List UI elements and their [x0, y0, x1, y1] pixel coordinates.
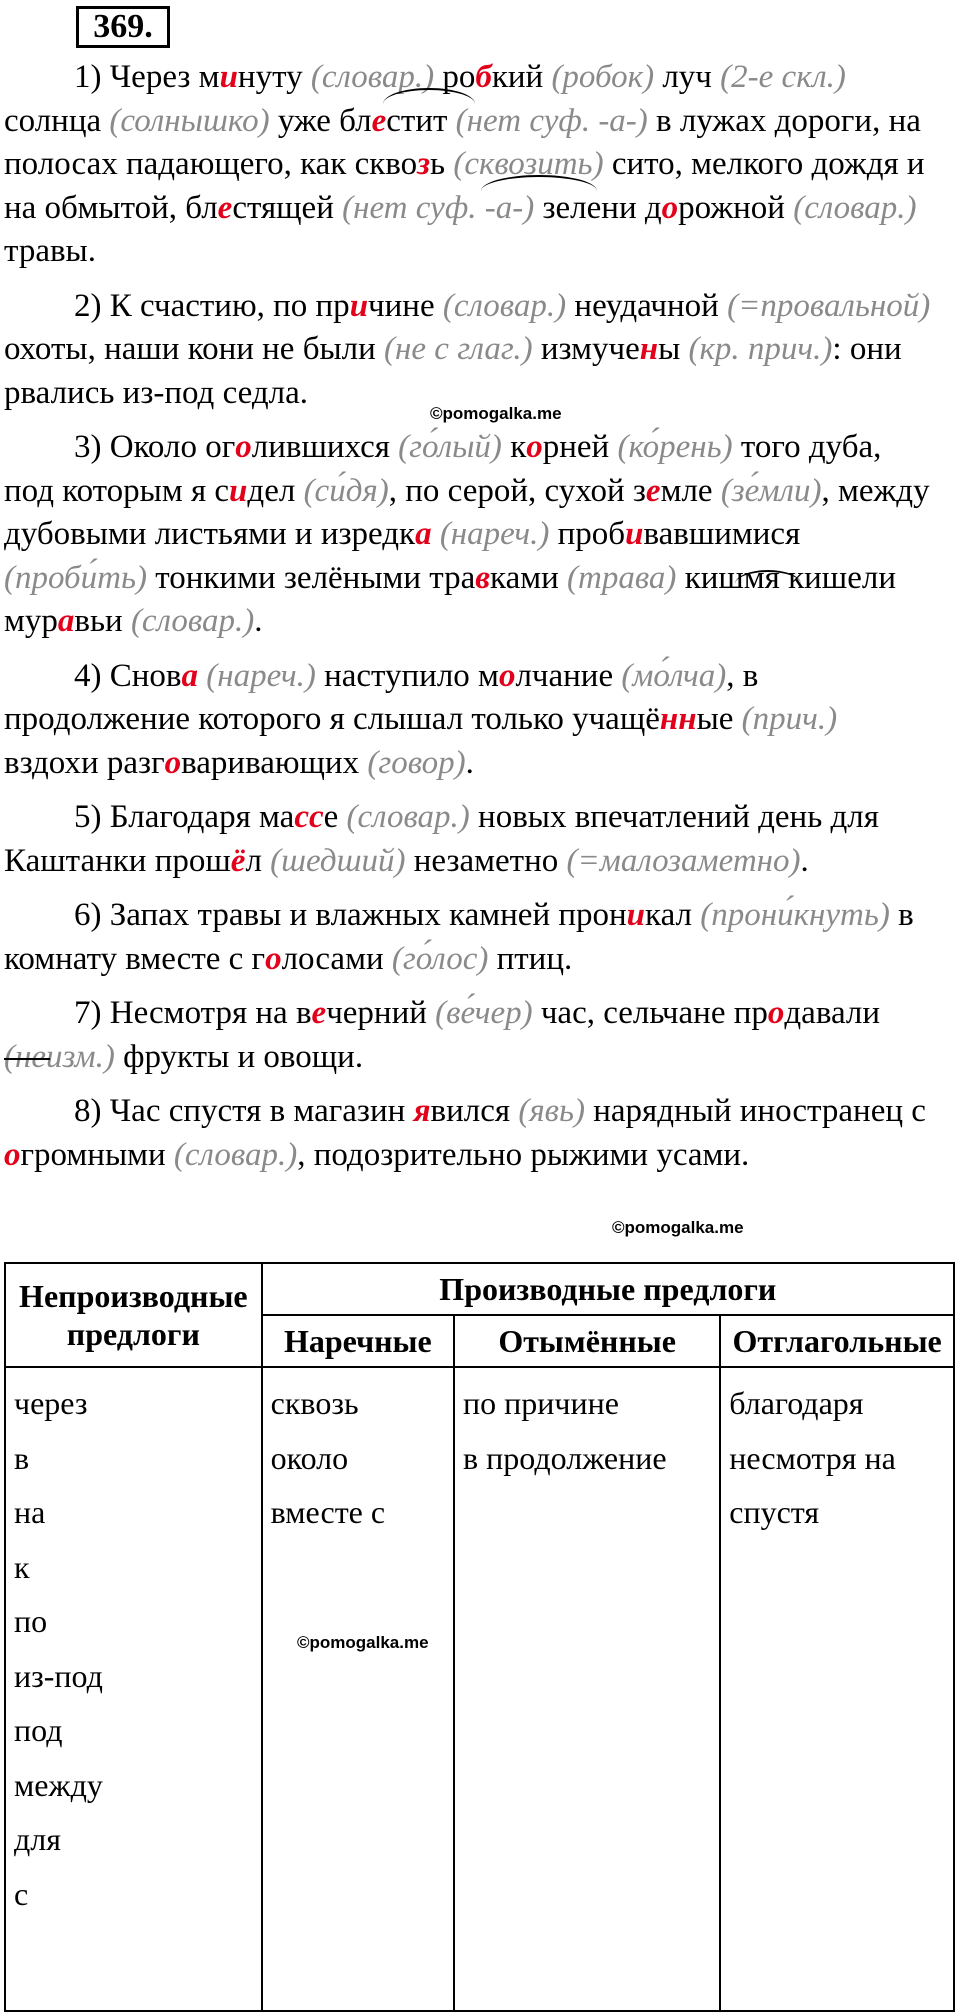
- note: (нареч.): [206, 657, 316, 694]
- note: (говор): [367, 744, 466, 781]
- note: (сквозить): [453, 146, 604, 182]
- sentence-8: [4, 1090, 939, 1177]
- text-run: , в продолжение которого я слышал только учащё: [4, 657, 759, 737]
- text-run: к: [501, 429, 527, 465]
- text-run: 6) Запах травы и влажных камней прон: [74, 897, 627, 933]
- list-item: в: [14, 1439, 30, 1476]
- text-run: ы: [658, 331, 689, 367]
- spelling-highlight: и: [349, 287, 369, 324]
- sentence-7: [4, 992, 939, 1079]
- note: (мо́лча): [621, 657, 727, 694]
- text-run: солнца: [4, 102, 110, 139]
- note: (=малозаметно): [566, 842, 801, 879]
- note: (шедший): [270, 842, 406, 879]
- text-run: давали: [784, 995, 881, 1031]
- text-run: стит: [386, 102, 456, 139]
- list-item: сквозь: [270, 1385, 359, 1421]
- text-run: чине: [368, 287, 443, 324]
- note: (кр. прич.): [688, 331, 833, 367]
- text-run: 2) К счастию, по пр: [74, 287, 350, 324]
- text-run: 1) Через м: [74, 59, 220, 95]
- text-run: громными: [20, 1136, 174, 1173]
- note: (2-е скл.): [720, 59, 846, 95]
- list-item: вместе с: [270, 1494, 386, 1530]
- spelling-highlight: о: [767, 995, 785, 1031]
- spelling-highlight: е: [311, 995, 327, 1031]
- sentence-1: [4, 56, 939, 274]
- text-run: стящей: [232, 189, 343, 226]
- note: (нет суф. -а-): [455, 102, 648, 139]
- sentence-3: [4, 426, 939, 644]
- note: (явь): [518, 1093, 585, 1129]
- text-run: е: [323, 799, 347, 835]
- text-run: луч: [654, 59, 721, 95]
- sentence-6: [4, 894, 939, 981]
- note: (трава): [567, 559, 677, 596]
- text-run: 3) Около ог: [74, 429, 236, 465]
- list-item: благодаря: [729, 1385, 864, 1421]
- note: (го́лый): [398, 429, 502, 465]
- text-run: 8) Час спустя в магазин: [74, 1093, 414, 1129]
- text-run: тонкими зелёными тра: [147, 559, 476, 596]
- prepositions-table: [4, 1262, 955, 2012]
- text-run: неудачной: [566, 287, 728, 324]
- list-item: на: [14, 1494, 46, 1530]
- spelling-highlight: нн: [659, 701, 697, 737]
- text-run: птиц.: [488, 940, 573, 977]
- note: (неизм.): [4, 1038, 115, 1075]
- note: (словар.): [130, 603, 255, 639]
- text-run: 7) Несмотря на в: [74, 995, 312, 1031]
- spelling-highlight: н: [639, 331, 659, 367]
- spelling-highlight: а: [57, 603, 75, 639]
- text-run: [198, 658, 206, 694]
- list-item: к: [14, 1548, 30, 1585]
- text-run: рней: [542, 429, 618, 465]
- text-run: , подозрительно рыжими усами.: [297, 1136, 750, 1173]
- note: (го́лос): [391, 940, 489, 977]
- text-run: мле: [660, 472, 721, 509]
- text-run: уже бл: [269, 102, 372, 139]
- spelling-highlight: и: [219, 59, 238, 95]
- text-run: .: [465, 744, 474, 781]
- spelling-highlight: о: [235, 429, 252, 465]
- text-run: : они рвались из-под седла.: [4, 331, 902, 411]
- text-run: кишмя кишели мур: [4, 559, 896, 639]
- spelling-highlight: а: [415, 516, 432, 552]
- spelling-highlight: б: [475, 59, 492, 95]
- note: (зе́мли): [720, 472, 822, 509]
- note: (словар.): [793, 189, 917, 226]
- text-run: 5) Благодаря ма: [74, 799, 295, 835]
- text-run: фрукты и овощи.: [114, 1038, 364, 1075]
- spelling-highlight: е: [645, 472, 661, 509]
- prefix-mark: [4, 1058, 50, 1060]
- header-adverbial: Наречные: [262, 1315, 454, 1367]
- text-run: сито, мелкого дождя и на обмытой, бл: [4, 146, 925, 226]
- text-run: кий: [491, 59, 552, 95]
- text-run: проб: [549, 516, 626, 552]
- text-run: дел: [247, 472, 304, 509]
- text-run: лосами: [281, 940, 392, 977]
- list-item: под: [14, 1712, 63, 1748]
- list-item: около: [270, 1439, 349, 1476]
- text-run: нарядный иностранец с: [585, 1093, 926, 1129]
- note: (проби́ть): [4, 559, 147, 596]
- text-run: рожной: [678, 189, 794, 226]
- text-run: нуту: [237, 59, 311, 95]
- text-run: варивающих: [181, 744, 368, 781]
- text-run: ро: [434, 59, 476, 95]
- sentence-5: [4, 796, 939, 883]
- header-deverbal: Отглагольные: [720, 1315, 954, 1367]
- spelling-highlight: о: [526, 429, 543, 465]
- header-derivative: Производные предлоги: [262, 1263, 954, 1315]
- note: (словар.): [173, 1136, 298, 1173]
- watermark: ©pomogalka.me: [430, 404, 562, 423]
- spelling-highlight: з: [417, 146, 431, 182]
- list-item: из-под: [14, 1657, 103, 1694]
- text-run: вавшимися: [643, 516, 801, 552]
- spelling-highlight: я: [413, 1093, 431, 1129]
- table-row: [5, 1367, 954, 2011]
- text-run: .: [254, 603, 263, 639]
- text-run: в комнату вместе с г: [4, 897, 914, 977]
- watermark: ©pomogalka.me: [612, 1218, 744, 1237]
- note: (солнышко): [109, 102, 270, 139]
- note: (=провальной): [727, 287, 931, 324]
- column-adverbial: [262, 1367, 454, 2011]
- column-deverbal: [720, 1367, 954, 2011]
- note: (ве́чер): [435, 995, 533, 1031]
- note: (прони́кнуть): [700, 897, 890, 933]
- list-item: через: [14, 1385, 88, 1421]
- spelling-highlight: о: [498, 657, 516, 694]
- spelling-highlight: а: [181, 657, 198, 694]
- spelling-highlight: сс: [294, 799, 324, 835]
- spelling-highlight: о: [661, 189, 679, 226]
- text-run: того дуба, под которым я с: [4, 429, 882, 509]
- note: (словар.): [442, 287, 567, 324]
- text-run: новых впечатлений день для Каштанки прош: [4, 799, 879, 879]
- column-non-derivative: [5, 1367, 262, 2011]
- text-run: вздохи разг: [4, 744, 165, 781]
- text-run: ые: [696, 701, 742, 737]
- list-item: несмотря на: [729, 1439, 896, 1476]
- text-run: лчание: [515, 657, 622, 694]
- list-item: по причине: [463, 1385, 619, 1421]
- header-denominal: Отымённые: [454, 1315, 720, 1367]
- text-run: кал: [645, 897, 701, 933]
- spelling-highlight: о: [164, 744, 182, 781]
- spelling-highlight: е: [217, 189, 233, 226]
- spelling-highlight: в: [475, 559, 491, 596]
- column-denominal: [454, 1367, 720, 2011]
- spelling-highlight: и: [626, 897, 646, 933]
- list-item: с: [14, 1875, 29, 1912]
- note: (си́дя): [303, 472, 389, 509]
- text-run: охоты, наши кони не были: [4, 331, 385, 367]
- text-run: , по серой, сухой з: [388, 472, 646, 509]
- exercise-text: [4, 56, 939, 1188]
- text-run: , между дубовыми листьями и изредк: [4, 472, 930, 552]
- list-item: между: [14, 1766, 103, 1803]
- text-run: [432, 516, 440, 552]
- note: (нет суф. -а-): [342, 189, 535, 226]
- spelling-highlight: о: [265, 940, 282, 977]
- sentence-4: [4, 655, 939, 786]
- note: (словар.): [310, 59, 435, 95]
- spelling-highlight: ё: [230, 842, 246, 879]
- spelling-highlight: о: [4, 1136, 21, 1173]
- text-run: измуче: [532, 331, 640, 367]
- note: (прич.): [741, 701, 838, 737]
- text-run: л: [245, 842, 271, 879]
- note: (словар.): [346, 799, 470, 835]
- sentence-2: [4, 285, 939, 416]
- spelling-highlight: и: [625, 516, 644, 552]
- note: (не с глаг.): [384, 331, 533, 367]
- text-run: в лужах дороги, на полосах падающего, как скво: [4, 102, 921, 182]
- text-run: ками: [490, 559, 568, 596]
- list-item: по: [14, 1603, 48, 1639]
- text-run: черний: [326, 995, 436, 1031]
- text-run: лившихся: [251, 429, 399, 465]
- watermark: ©pomogalka.me: [297, 1633, 429, 1652]
- exercise-number: 369.: [76, 6, 170, 48]
- list-item: в продолжение: [463, 1439, 667, 1476]
- spelling-highlight: е: [371, 102, 387, 139]
- text-run: 4) Снов: [74, 657, 182, 694]
- text-run: незаметно: [405, 842, 567, 879]
- spelling-highlight: и: [229, 472, 248, 509]
- text-run: .: [800, 842, 809, 879]
- text-run: вился: [430, 1093, 519, 1129]
- list-item: спустя: [729, 1494, 820, 1530]
- list-item: для: [14, 1821, 61, 1857]
- text-run: зелени д: [534, 189, 662, 226]
- text-run: травы.: [4, 233, 96, 269]
- note: (ко́рень): [617, 429, 733, 465]
- note: (нареч.): [439, 516, 550, 552]
- header-non-derivative: Непроизводные предлоги: [5, 1263, 262, 1367]
- note: (робок): [551, 59, 655, 95]
- text-run: вьи: [74, 603, 131, 639]
- text-run: ь: [430, 146, 454, 182]
- text-run: наступило м: [315, 657, 499, 694]
- text-run: час, сельчане пр: [532, 995, 768, 1031]
